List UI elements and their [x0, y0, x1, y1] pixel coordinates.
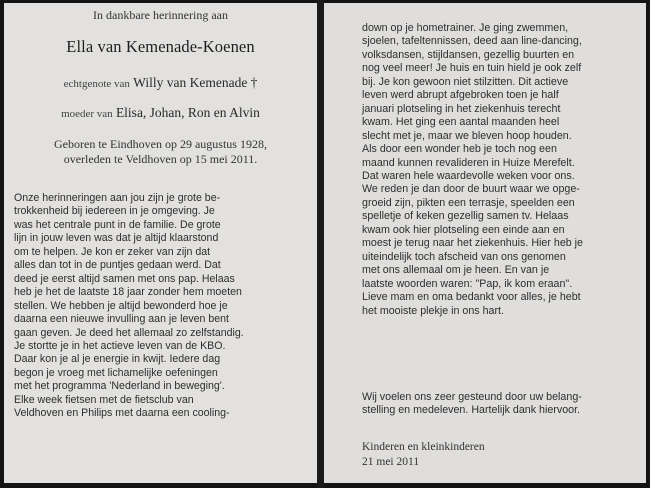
signoff-from: Kinderen en kleinkinderen	[362, 441, 485, 453]
text-line: Onze herinneringen aan jou zijn je grote be-	[14, 192, 221, 204]
left-page	[4, 3, 317, 483]
text-line: stelling en medeleven. Hartelijk dank hiervoor.	[362, 404, 581, 417]
text-line: spelletje of keken gezellig samen tv. Helaas	[362, 210, 569, 223]
text-line: daarna een nieuwe invulling aan je leven bent	[14, 313, 229, 326]
text-line: met ons allemaal om je heen. En van je	[362, 264, 550, 277]
text-line: Als door een wonder heb je toch nog een	[362, 143, 557, 156]
text-line: laatste woorden waren: "Pap, ik kom eraan".	[362, 277, 573, 290]
text-line: heb je het de laatste 18 jaar zonder hem moeten	[14, 286, 242, 299]
text-line: slecht met je, maar we bleven hoop houden.	[362, 129, 572, 142]
text-line: We reden je dan door de buurt waar we opge-	[362, 183, 580, 196]
text-line: alles dan tot in de puntjes gedaan werd. Dat	[14, 259, 221, 272]
text-line: deed je eerst altijd samen met ons pap. Helaas	[14, 272, 235, 285]
text-line: leven werd abrupt afgebroken toen je half	[362, 89, 559, 102]
death-line: overleden te Veldhoven op 15 mei 2011.	[63, 152, 258, 166]
text-line: kwam ook hier plotseling een einde aan en	[362, 223, 565, 236]
left-body-text	[14, 192, 244, 421]
text-line: het mooiste plekje in ons hart.	[362, 304, 504, 317]
text-line: moest je terug naar het ziekenhuis. Hier heb je	[362, 237, 583, 250]
right-body-text	[362, 22, 583, 318]
text-line: begon je vroeg met lichamelijke oefeningen	[14, 366, 218, 379]
text-line: Veldhoven en Philips met daarna een cooling-	[14, 407, 230, 420]
text-line: januari plotseling in het ziekenhuis terecht	[362, 102, 561, 115]
text-line: Wij voelen ons zeer gesteund door uw belang-	[362, 391, 582, 403]
text-line: met het programma 'Nederland in beweging'.	[14, 380, 225, 393]
text-line: uiteindelijk toch afscheid van ons genomen	[362, 250, 566, 263]
text-line: gaan geven. Je deed het allemaal zo zelfstandig.	[14, 326, 244, 339]
spouse-line	[4, 75, 317, 91]
text-line: Lieve mam en oma bedankt voor alles, je hebt	[362, 291, 581, 304]
birth-line: Geboren te Eindhoven op 29 augustus 1928,	[54, 137, 267, 151]
text-line: bij. Je kon gewoon niet stilzitten. Dit actieve	[362, 75, 569, 88]
spouse-prefix: echtgenote van	[63, 78, 130, 90]
spouse-name: Willy van Kemenade	[133, 75, 248, 90]
text-line: volksdansen, stijldansen, gezellig buurten en	[362, 48, 575, 61]
text-line: groeid zijn, pikten een terrasje, speelden een	[362, 196, 575, 209]
text-line: lijn in jouw leven was dat je altijd klaarstond	[14, 232, 219, 245]
text-line: sjoelen, tafeltennissen, deed aan line-dancing,	[362, 35, 582, 48]
text-line: down op je hometrainer. Je ging zwemmen,	[362, 22, 569, 34]
deceased-name: Ella van Kemenade-Koenen	[66, 37, 255, 56]
children-line	[4, 105, 317, 121]
text-line: maand kunnen revalideren in Huize Merefelt.	[362, 156, 575, 169]
text-line: Dat waren hele waardevolle weken voor ons.	[362, 169, 575, 182]
right-page	[324, 3, 646, 483]
text-line: om te helpen. Je kon er zeker van zijn dat	[14, 245, 211, 258]
text-line: Je stortte je in het actieve leven van de KBO.	[14, 339, 226, 352]
text-line: kwam. Het ging een aantal maanden heel	[362, 116, 560, 129]
text-line: trokkenheid bij iedereen in je omgeving. Je	[14, 205, 215, 218]
text-line: was het centrale punt in de familie. De grote	[14, 218, 221, 231]
signoff	[362, 440, 485, 470]
text-line: nog veel meer! Je huis en tuin hield je ook zelf	[362, 62, 582, 75]
mother-prefix: moeder van	[61, 108, 113, 120]
text-line: Elke week fietsen met de fietsclub van	[14, 393, 194, 406]
signoff-date: 21 mei 2011	[362, 456, 420, 468]
text-line: Daar kon je al je energie in kwijt. Iedere dag	[14, 353, 221, 366]
text-line: stellen. We hebben je altijd bewonderd hoe je	[14, 299, 228, 312]
children-names: Elisa, Johan, Ron en Alvin	[115, 105, 260, 120]
cross-icon: †	[250, 75, 258, 90]
thanks-text	[362, 391, 582, 418]
page-fold	[317, 0, 324, 488]
intro-line: In dankbare herinnering aan	[93, 8, 228, 22]
